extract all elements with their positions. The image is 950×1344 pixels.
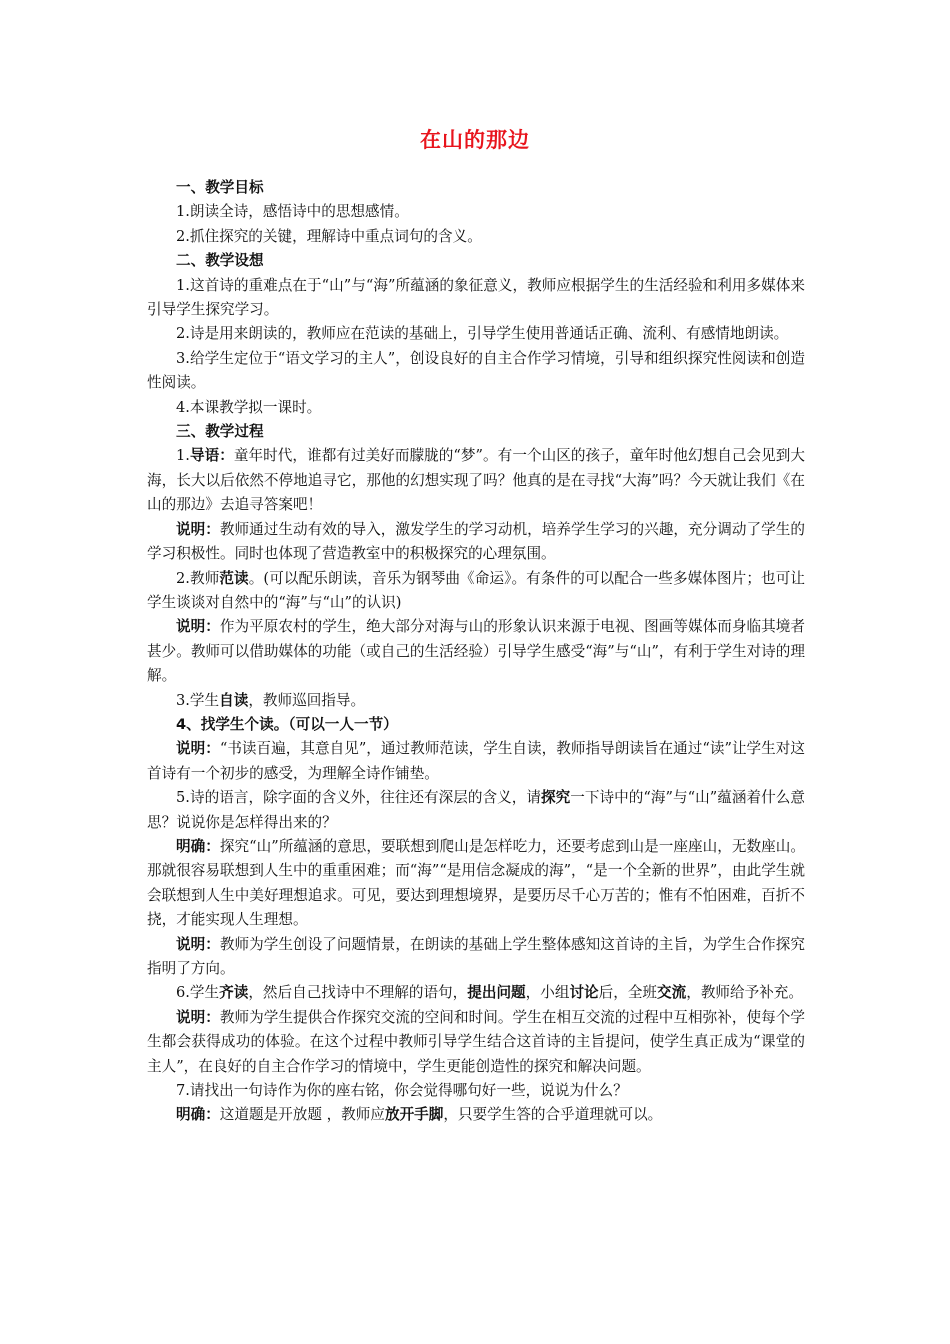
paragraph bbox=[147, 444, 805, 517]
answer-label: 明确： bbox=[176, 1106, 220, 1124]
paragraph-prefix: 6.学生 bbox=[176, 984, 220, 1002]
paragraph-prefix: 5.诗的语言，除字面的含义外，往往还有深层的含义，请 bbox=[176, 789, 541, 807]
paragraph-text: 作为平原农村的学生，绝大部分对海与山的形象认识来源于电视、图画等媒体而身临其境者甚少。教师可以借助媒体的功能（或自己的生活经验）引导学生感受“海”与“山”，有利于学生对诗的理解。 bbox=[147, 618, 805, 685]
paragraph: 2.抓住探究的关键，理解诗中重点词句的含义。 bbox=[176, 227, 482, 245]
paragraph bbox=[147, 567, 805, 616]
note-label: 说明： bbox=[176, 935, 220, 953]
answer-paragraph bbox=[147, 1103, 805, 1127]
paragraph-text: ，只要学生答的合乎道理就可以。 bbox=[443, 1106, 663, 1124]
emphasis-label: 讨论 bbox=[569, 984, 599, 1002]
note-paragraph bbox=[147, 933, 805, 982]
paragraph bbox=[147, 713, 805, 737]
paragraph bbox=[147, 786, 805, 835]
emphasis-label: 导语： bbox=[189, 447, 234, 465]
paragraph: 1.朗读全诗，感悟诗中的思想感情。 bbox=[176, 203, 409, 221]
paragraph: 3.给学生定位于“语文学习的主人”，创设良好的自主合作学习情境，引导和组织探究性阅读和创造性阅读。 bbox=[147, 349, 805, 392]
section-heading: 一、教学目标 bbox=[176, 179, 264, 196]
paragraph-text: 教师为学生创设了问题情景，在朗读的基础上学生整体感知这首诗的主旨，为学生合作探究指明了方向。 bbox=[147, 935, 805, 977]
paragraph-text: 。(可以配乐朗读，音乐为钢琴曲《命运》。有条件的可以配合一些多媒体图片；也可让学生谈谈对自然中的“海”与“山”的认识) bbox=[147, 569, 805, 611]
emphasis-label: 放开手脚 bbox=[384, 1106, 444, 1124]
paragraph: 2.诗是用来朗读的，教师应在范读的基础上，引导学生使用普通话正确、流利、有感情地朗读。 bbox=[176, 325, 789, 343]
paragraph-text: 后，全班 bbox=[598, 984, 658, 1002]
paragraph-text: ，然后自己找诗中不理解的语句， bbox=[248, 984, 468, 1002]
note-label: 说明： bbox=[176, 740, 220, 758]
paragraph-text: 一下诗中的“海”与“山”蕴涵着什么意思？说说你是怎样得出来的？ bbox=[147, 789, 805, 831]
paragraph-prefix: 2.教师 bbox=[176, 569, 220, 587]
document-title: 在山的那边 bbox=[420, 128, 530, 152]
paragraph bbox=[147, 981, 805, 1005]
note-paragraph bbox=[147, 737, 805, 786]
paragraph-text: 童年时代，谁都有过美好而朦胧的“梦”。有一个山区的孩子，童年时他幻想自己会见到大海，长大以后依然不停地追寻它，那他的幻想实现了吗？他真的是在寻找“大海”吗？今天就让我们《在山的那边》去追寻答案吧！ bbox=[147, 447, 805, 514]
section-heading: 三、教学过程 bbox=[176, 423, 264, 441]
answer-label: 明确： bbox=[176, 837, 220, 855]
note-paragraph bbox=[147, 615, 805, 688]
paragraph-text: 这道题是开放题 ，教师应 bbox=[219, 1106, 385, 1124]
note-paragraph bbox=[147, 1006, 805, 1079]
paragraph-text: “书读百遍，其意自见”，通过教师范读，学生自读，教师指导朗读旨在通过“读”让学生对这首诗有一个初步的感受，为理解全诗作铺垫。 bbox=[147, 740, 805, 782]
note-label: 说明： bbox=[176, 520, 220, 538]
paragraph-text: ，教师巡回指导。 bbox=[248, 691, 366, 709]
paragraph-prefix: 1. bbox=[176, 447, 190, 465]
paragraph: 7.请找出一句诗作为你的座右铭，你会觉得哪句好一些，说说为什么？ bbox=[176, 1082, 628, 1100]
paragraph: 1.这首诗的重难点在于“山”与“海”所蕴涵的象征意义，教师应根据学生的生活经验和利用多媒体来引导学生探究学习。 bbox=[147, 276, 805, 319]
paragraph-text: ，教师给予补充。 bbox=[686, 984, 803, 1002]
answer-paragraph bbox=[147, 835, 805, 933]
section-heading: 二、教学设想 bbox=[176, 252, 264, 270]
paragraph-text: 探究“山”所蕴涵的意思，要联想到爬山是怎样吃力，还要考虑到山是一座座山，无数座山。那就很容易联想到人生中的重重困难；而“海”“是用信念凝成的海”，“是一个全新的世界”，由此学生就会联想到人生中美好理想追求。可见，要达到理想境界，是要历尽千心万苦的；惟有不怕困难，百折不挠，才能实现人生理想。 bbox=[147, 837, 805, 929]
note-label: 说明： bbox=[176, 618, 220, 636]
paragraph bbox=[147, 689, 805, 713]
note-paragraph bbox=[147, 518, 805, 567]
paragraph-prefix: 3.学生 bbox=[176, 691, 220, 709]
emphasis-label: 提出问题 bbox=[467, 984, 526, 1002]
emphasis-label: 自读 bbox=[219, 691, 249, 709]
paragraph-text: 教师为学生提供合作探究交流的空间和时间。学生在相互交流的过程中互相弥补，使每个学生都会获得成功的体验。在这个过程中教师引导学生结合这首诗的主旨提问，使学生真正成为“课堂的主人”，在良好的自主合作学习的情境中，学生更能创造性的探究和解决问题。 bbox=[147, 1008, 805, 1075]
emphasis-label: 交流 bbox=[657, 984, 687, 1002]
emphasis-label: 齐读 bbox=[219, 984, 249, 1002]
note-label: 说明： bbox=[176, 1008, 220, 1026]
document-body bbox=[147, 176, 805, 1128]
emphasis-label: 4、找学生个读。（可以一人一节） bbox=[176, 715, 398, 733]
paragraph-text: 教师通过生动有效的导入，激发学生的学习动机，培养学生学习的兴趣，充分调动了学生的学习积极性。同时也体现了营造教室中的积极探究的心理氛围。 bbox=[147, 520, 805, 563]
paragraph: 4.本课教学拟一课时。 bbox=[176, 398, 322, 416]
emphasis-label: 范读 bbox=[219, 569, 249, 587]
emphasis-label: 探究 bbox=[541, 789, 571, 807]
paragraph-text: ，小组 bbox=[525, 984, 570, 1002]
